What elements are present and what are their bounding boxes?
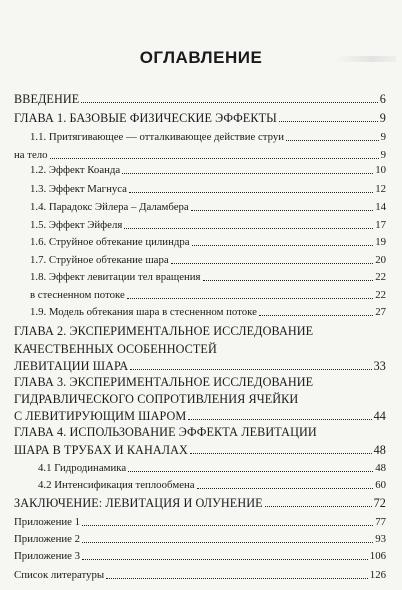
toc-entry-title: ГИДРАВЛИЧЕСКОГО СОПРОТИВЛЕНИЯ ЯЧЕЙКИ [14,392,299,406]
toc-entry [38,476,386,492]
toc-entry [14,494,386,510]
dot-leader [124,228,373,229]
toc-entry [14,109,386,125]
toc-entry [14,407,386,423]
toc-entry [30,128,386,144]
toc-entry-title: 1.6. Струйное обтекание цилиндра [30,236,190,248]
dot-leader [122,173,373,174]
toc-entry-page: 27 [375,306,386,318]
toc-entry [14,90,386,106]
toc-entry [30,161,386,177]
toc-entry-title: 4.2 Интенсификация теплообмена [38,479,195,491]
dot-leader [191,210,373,211]
toc-entry-title: 1.4. Парадокс Эйлера – Даламбера [30,201,189,213]
toc-entry [30,251,386,267]
toc-entry [14,566,386,582]
toc-entry-title: ШАРА В ТРУБАХ И КАНАЛАХ [14,443,188,457]
dot-leader [188,419,371,420]
toc-entry-title: ЗАКЛЮЧЕНИЕ: ЛЕВИТАЦИЯ И ОЛУНЕНИЕ [14,496,263,510]
toc-entry-page: 22 [375,271,386,283]
toc-entry-title: 1.7. Струйное обтекание шара [30,254,169,266]
toc-entry-page: 33 [373,359,386,373]
toc-entry-title: 1.5. Эффект Эйфеля [30,219,123,231]
toc-entry-title: КАЧЕСТВЕННЫХ ОСОБЕННОСТЕЙ [14,342,217,356]
toc-entry [14,322,313,338]
toc-entry-page: 9 [380,131,386,143]
toc-entry-title: ЛЕВИТАЦИИ ШАРА [14,359,129,373]
toc-entry [30,286,386,302]
dot-leader [192,245,374,246]
toc-entry-page: 44 [373,409,386,423]
toc-entry [14,357,386,373]
toc-entry-title: ГЛАВА 4. ИСПОЛЬЗОВАНИЕ ЭФФЕКТА ЛЕВИТАЦИИ [14,425,317,439]
toc-entry-title: Приложение 1 [14,516,81,528]
toc-entry-title: 1.8. Эффект левитации тел вращения [30,271,201,283]
toc-entry-page: 14 [375,201,386,213]
toc-entry-page: 48 [375,462,386,474]
toc-entry-page: 20 [375,254,386,266]
dot-leader [203,280,374,281]
dot-leader [82,525,373,526]
dot-leader [128,471,373,472]
toc-entry-page: 72 [373,496,386,510]
toc-entry-title: ВВЕДЕНИЕ [14,92,80,106]
dot-leader [82,559,368,560]
toc-entry-title: Список литературы [14,569,105,581]
dot-leader [82,542,373,543]
toc-entry [30,233,386,249]
toc-entry-page: 77 [375,516,386,528]
toc-entry [30,198,386,214]
dot-leader [286,140,379,141]
toc-entry-page: 60 [375,479,386,491]
toc-entry [30,303,386,319]
dot-leader [130,369,371,370]
toc-entry-page: 17 [375,219,386,231]
dot-leader [127,298,373,299]
toc-entry-page: 126 [369,569,386,581]
toc-entry-page: 12 [375,183,386,195]
toc-entry-title: 1.2. Эффект Коанда [30,164,121,176]
toc-entry [14,390,298,406]
toc-entry-title: 1.1. Притягивающее — отталкивающее действие струи [30,131,285,143]
toc-entry-page: 106 [369,550,386,562]
toc-entry [14,530,386,546]
toc-entry [30,180,386,196]
toc-entry-page: 6 [379,92,386,106]
toc-entry [14,423,317,439]
toc-entry [30,216,386,232]
toc-entry [14,146,386,162]
dot-leader [81,102,377,103]
dot-leader [259,315,373,316]
toc-entry-page: 10 [375,164,386,176]
page-title: ОГЛАВЛЕНИЕ [139,48,263,67]
toc-entry [30,268,386,284]
toc-entry-page: 48 [373,443,386,457]
toc-entry-title: Приложение 2 [14,533,81,545]
toc-entry-page: 22 [375,289,386,301]
toc-entry [14,513,386,529]
toc-entry-page: 9 [379,111,386,125]
toc-entry-title: ГЛАВА 3. ЭКСПЕРИМЕНТАЛЬНОЕ ИССЛЕДОВАНИЕ [14,375,314,389]
toc-entry-title: ГЛАВА 2. ЭКСПЕРИМЕНТАЛЬНОЕ ИССЛЕДОВАНИЕ [14,324,314,338]
toc-entry [14,547,386,563]
toc-entry-page: 19 [375,236,386,248]
toc-entry-page: 93 [375,533,386,545]
toc-entry [14,441,386,457]
dot-leader [279,121,378,122]
toc-entry-title: ГЛАВА 1. БАЗОВЫЕ ФИЗИЧЕСКИЕ ЭФФЕКТЫ [14,111,277,125]
toc-entry-title: 1.9. Модель обтекания шара в стесненном потоке [30,306,257,318]
toc-entry-title: С ЛЕВИТИРУЮЩИМ ШАРОМ [14,409,187,423]
dot-leader [171,263,374,264]
dot-leader [50,158,379,159]
dot-leader [197,488,374,489]
toc-entry [38,459,386,475]
toc-entry-title: на тело [14,149,48,161]
dot-leader [265,506,372,507]
toc-entry-title: 4.1 Гидродинамика [38,462,127,474]
dot-leader [190,453,372,454]
toc-entry [14,340,217,356]
dot-leader [106,578,368,579]
toc-entry-page: 9 [380,149,386,161]
toc-entry-title: 1.3. Эффект Магнуса [30,183,127,195]
dot-leader [129,192,373,193]
toc-entry-title: Приложение 3 [14,550,81,562]
toc-entry-title: в стесненном потоке [30,289,125,301]
toc-entry [14,373,313,389]
